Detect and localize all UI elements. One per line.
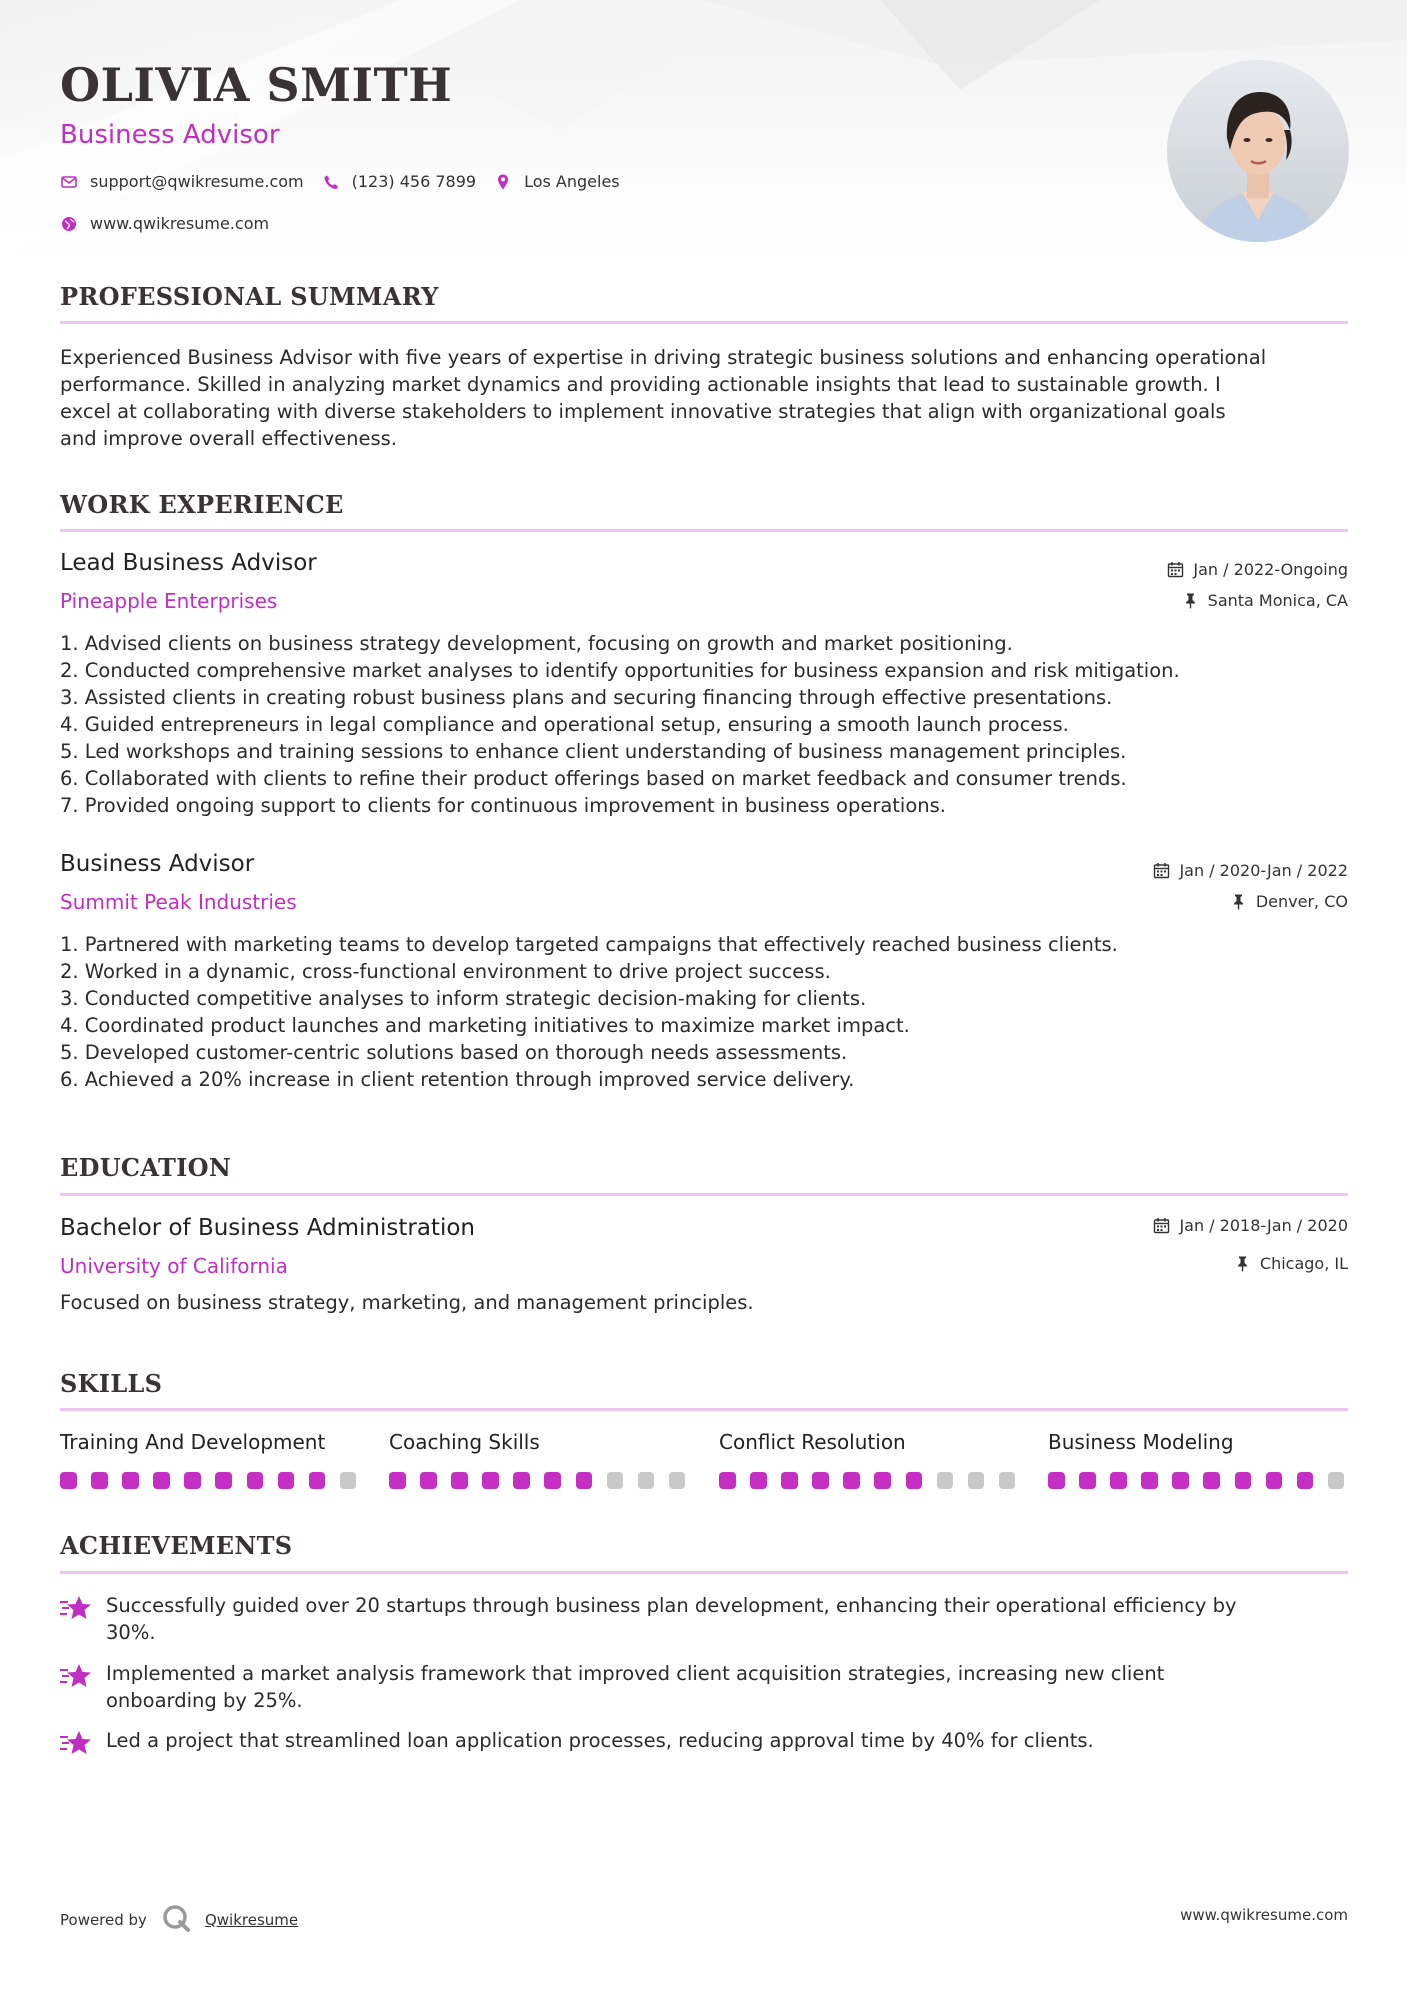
summary-heading: PROFESSIONAL SUMMARY xyxy=(60,282,439,311)
skills-heading: SKILLS xyxy=(60,1369,163,1398)
education-description: Focused on business strategy, marketing, and management principles. xyxy=(60,1291,754,1314)
achievement-text xyxy=(106,1592,1237,1646)
skill-dot-filled xyxy=(1266,1472,1283,1489)
skill-name: Training And Development xyxy=(60,1430,326,1454)
education-divider xyxy=(60,1193,1348,1196)
job-dates xyxy=(1167,560,1348,579)
achievements-divider xyxy=(60,1571,1348,1574)
job-location xyxy=(1230,892,1348,911)
job-location-text: Santa Monica, CA xyxy=(1207,591,1348,610)
achievements-heading: ACHIEVEMENTS xyxy=(60,1531,293,1560)
skill-rating xyxy=(389,1472,685,1489)
skill-dot-empty xyxy=(968,1472,985,1489)
skill-dot-empty xyxy=(999,1472,1016,1489)
calendar-icon xyxy=(1153,1217,1171,1235)
candidate-name: OLIVIA SMITH xyxy=(60,58,453,112)
skill-dot-empty xyxy=(1328,1472,1345,1489)
achievement-text xyxy=(106,1660,1164,1714)
skill-dot-filled xyxy=(781,1472,798,1489)
achievement-line: 30%. xyxy=(106,1621,156,1644)
skill-dot-filled xyxy=(60,1472,77,1489)
skill-dot-filled xyxy=(1297,1472,1314,1489)
skill-dot-filled xyxy=(513,1472,530,1489)
skill-dot-filled xyxy=(122,1472,139,1489)
job-company: Pineapple Enterprises xyxy=(60,589,278,613)
skill-dot-empty xyxy=(669,1472,686,1489)
skill-name: Conflict Resolution xyxy=(719,1430,906,1454)
skill-item xyxy=(389,1430,685,1489)
skill-dot-filled xyxy=(451,1472,468,1489)
qwikresume-logo-icon xyxy=(161,1903,191,1937)
job-bullets xyxy=(60,630,1350,819)
education-heading: EDUCATION xyxy=(60,1153,232,1182)
list-item: 1. Advised clients on business strategy development, focusing on growth and market positioning. xyxy=(60,632,1013,655)
list-item: 3. Conducted competitive analyses to inform strategic decision-making for clients. xyxy=(60,987,867,1010)
education-location xyxy=(1234,1254,1348,1273)
job-dates-text: Jan / 2020-Jan / 2022 xyxy=(1179,861,1348,880)
education-dates-text: Jan / 2018-Jan / 2020 xyxy=(1179,1216,1348,1235)
pushpin-icon xyxy=(1234,1255,1252,1273)
email-text[interactable]: support@qwikresume.com xyxy=(90,172,304,191)
list-item: 5. Developed customer-centric solutions based on thorough needs assessments. xyxy=(60,1041,848,1064)
job-bullets xyxy=(60,931,1350,1093)
job-company: Summit Peak Industries xyxy=(60,890,297,914)
skill-dot-filled xyxy=(91,1472,108,1489)
achievement-line: Implemented a market analysis framework that improved client acquisition strategies, increasing new client xyxy=(106,1662,1165,1685)
skill-rating xyxy=(719,1472,1015,1489)
skill-dot-filled xyxy=(215,1472,232,1489)
powered-by-label: Powered by xyxy=(60,1911,147,1929)
skill-dot-filled xyxy=(153,1472,170,1489)
skill-item xyxy=(719,1430,1015,1489)
skill-dot-filled xyxy=(1079,1472,1096,1489)
education-location-text: Chicago, IL xyxy=(1259,1254,1348,1273)
list-item: 4. Coordinated product launches and marketing initiatives to maximize market impact. xyxy=(60,1014,910,1037)
skill-rating xyxy=(1048,1472,1344,1489)
job-title: Business Advisor xyxy=(60,851,255,877)
location-pin-icon xyxy=(494,173,512,191)
summary-line: Experienced Business Advisor with five years of expertise in driving strategic business solutions and enhancing operational xyxy=(60,346,1267,369)
skill-name: Business Modeling xyxy=(1048,1430,1234,1454)
globe-icon xyxy=(60,215,78,233)
skill-dot-filled xyxy=(278,1472,295,1489)
skill-dot-filled xyxy=(1203,1472,1220,1489)
star-badge-icon xyxy=(60,1729,92,1761)
skill-dot-filled xyxy=(843,1472,860,1489)
skills-divider xyxy=(60,1408,1348,1411)
list-item: 5. Led workshops and training sessions to enhance client understanding of business management principles. xyxy=(60,740,1127,763)
list-item: 6. Collaborated with clients to refine their product offerings based on market feedback and consumer trends. xyxy=(60,767,1127,790)
skill-dot-filled xyxy=(1048,1472,1065,1489)
job-location xyxy=(1182,591,1348,610)
list-item: 2. Worked in a dynamic, cross-functional environment to drive project success. xyxy=(60,960,831,983)
skill-dot-empty xyxy=(937,1472,954,1489)
list-item: 1. Partnered with marketing teams to develop targeted campaigns that effectively reached business clients. xyxy=(60,933,1118,956)
skill-dot-filled xyxy=(576,1472,593,1489)
candidate-title: Business Advisor xyxy=(60,120,280,150)
calendar-icon xyxy=(1153,862,1171,880)
job-location-text: Denver, CO xyxy=(1255,892,1348,911)
achievement-line: Led a project that streamlined loan application processes, reducing approval time by 40% for clients. xyxy=(106,1729,1094,1752)
skill-dot-filled xyxy=(247,1472,264,1489)
education-degree: Bachelor of Business Administration xyxy=(60,1215,475,1241)
phone-icon xyxy=(322,173,340,191)
summary-line: excel at collaborating with diverse stakeholders to implement innovative strategies that align with organizational goals xyxy=(60,400,1226,423)
achievement-item xyxy=(60,1727,1350,1761)
location-text: Los Angeles xyxy=(524,172,620,191)
profile-photo xyxy=(1167,60,1349,242)
pushpin-icon xyxy=(1230,893,1248,911)
phone-text[interactable]: (123) 456 7899 xyxy=(351,172,477,191)
skill-dot-filled xyxy=(482,1472,499,1489)
skill-dot-filled xyxy=(544,1472,561,1489)
skill-item xyxy=(1048,1430,1344,1489)
job-dates-text: Jan / 2022-Ongoing xyxy=(1193,560,1348,579)
education-dates xyxy=(1153,1216,1348,1235)
experience-heading: WORK EXPERIENCE xyxy=(60,490,344,519)
job-title: Lead Business Advisor xyxy=(60,550,317,576)
list-item: 6. Achieved a 20% increase in client retention through improved service delivery. xyxy=(60,1068,855,1091)
skill-dot-filled xyxy=(309,1472,326,1489)
star-badge-icon xyxy=(60,1662,92,1694)
skill-dot-empty xyxy=(607,1472,624,1489)
achievement-item xyxy=(60,1660,1350,1714)
education-school: University of California xyxy=(60,1254,288,1278)
summary-line: performance. Skilled in analyzing market dynamics and providing actionable insights that lead to sustainable growth. I xyxy=(60,373,1221,396)
list-item: 7. Provided ongoing support to clients for continuous improvement in business operations. xyxy=(60,794,946,817)
skill-dot-filled xyxy=(1235,1472,1252,1489)
footer-website[interactable]: www.qwikresume.com xyxy=(1180,1906,1348,1924)
star-badge-icon xyxy=(60,1594,92,1626)
skill-name: Coaching Skills xyxy=(389,1430,540,1454)
skill-dot-filled xyxy=(184,1472,201,1489)
website-row xyxy=(60,214,269,233)
skill-dot-filled xyxy=(389,1472,406,1489)
achievement-text xyxy=(106,1727,1094,1754)
list-item: 3. Assisted clients in creating robust business plans and securing financing through effective presentations. xyxy=(60,686,1113,709)
website-text[interactable]: www.qwikresume.com xyxy=(90,214,270,233)
footer-powered-by xyxy=(60,1903,298,1937)
summary-text xyxy=(60,344,1350,452)
calendar-icon xyxy=(1167,561,1185,579)
experience-divider xyxy=(60,529,1348,532)
pushpin-icon xyxy=(1182,592,1200,610)
email-icon xyxy=(60,173,78,191)
skill-dot-filled xyxy=(1110,1472,1127,1489)
skill-rating xyxy=(60,1472,356,1489)
list-item: 4. Guided entrepreneurs in legal compliance and operational setup, ensuring a smooth launch process. xyxy=(60,713,1069,736)
skill-dot-filled xyxy=(420,1472,437,1489)
skill-dot-empty xyxy=(340,1472,357,1489)
skill-dot-filled xyxy=(750,1472,767,1489)
achievement-item xyxy=(60,1592,1350,1646)
job-dates xyxy=(1153,861,1348,880)
skill-dot-filled xyxy=(906,1472,923,1489)
achievement-line: Successfully guided over 20 startups through business plan development, enhancing their operational efficiency by xyxy=(106,1594,1237,1617)
skill-dot-filled xyxy=(1141,1472,1158,1489)
skill-dot-filled xyxy=(874,1472,891,1489)
brand-link[interactable]: Qwikresume xyxy=(204,1911,299,1929)
contact-row xyxy=(60,172,620,191)
summary-divider xyxy=(60,321,1348,324)
skill-dot-filled xyxy=(719,1472,736,1489)
skill-dot-filled xyxy=(1172,1472,1189,1489)
achievement-line: onboarding by 25%. xyxy=(106,1689,303,1712)
skill-dot-filled xyxy=(812,1472,829,1489)
list-item: 2. Conducted comprehensive market analyses to identify opportunities for business expansion and risk mitigation. xyxy=(60,659,1180,682)
skill-item xyxy=(60,1430,356,1489)
skill-dot-empty xyxy=(638,1472,655,1489)
summary-line: and improve overall effectiveness. xyxy=(60,427,398,450)
